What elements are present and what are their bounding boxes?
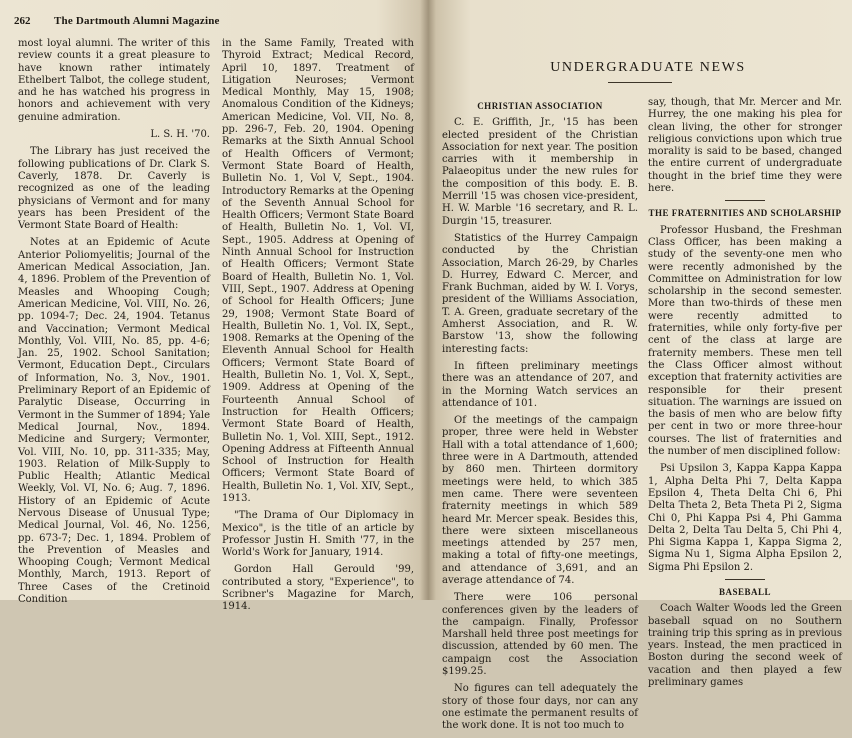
left-page: [0, 0, 428, 613]
left-column-1: [18, 38, 210, 611]
paragraph: Psi Upsilon 3, Kappa Kappa Kappa 1, Alpha Delta Phi 7, Delta Kappa Epsilon 4, Theta Delta Chi 6, Phi Delta Theta 2, Beta Theta Pi 2, Sigma Chi 0, Phi Kappa Psi 4, Phi Gamma Delta 2, Delta Tau Delta 5, Chi Phi 4, Phi Sigma Kappa 1, Kappa Sigma 2, Sigma Nu 1, Sigma Alpha Epsilon 2, Sigma Phi Epsilon 2.: [648, 463, 842, 573]
right-column-1: [442, 96, 638, 738]
paragraph: Statistics of the Hurrey Campaign conducted by the Christian Association, March 26-29, by Charles D. Hurrey, Edward C. Mercer, and Frank Buchman, aided by W. I. Vorys, president of the Williams Association, T. A. Green, graduate secretary of the Amherst Association, and R. W. Barstow '13, show the following interesting facts:: [442, 232, 638, 355]
christian-association-heading: CHRISTIAN ASSOCIATION: [477, 101, 603, 111]
running-title: The Dartmouth Alumni Magazine: [54, 15, 220, 27]
paragraph: No figures can tell adequately the story of those four days, nor can any one estimate the permanent results of the work done. It is not too much to: [442, 683, 638, 732]
right-page: [428, 0, 852, 732]
paragraph: In fifteen preliminary meetings there was an attendance of 207, and in the Morning Watch services an attendance of 101.: [442, 360, 638, 409]
section-divider: [725, 579, 765, 580]
paragraph: Professor Husband, the Freshman Class Officer, has been making a study of the seventy-one men who were recently admonished by the Committee on Administration for low scholarship in the second semester. More than two-thirds of these men were recently admitted to fraternities, while only forty-five per cent of the class at large are fraternity members. These men tell the Class Officer almost without exception that fraternity activities are responsible for their present situation. The warnings are issued on the basis of men who are below fifty per cent in two or more three-hour courses. The list of fraternities and the number of men disciplined follow:: [648, 224, 842, 458]
book-gutter: [420, 0, 436, 600]
paragraph: There were 106 personal conferences given by the leaders of the campaign. Finally, Professor Marshall held three post meetings for discussion, attended by 60 men. The campaign cost the Association $199.25.: [442, 592, 638, 678]
paragraph: most loyal alumni. The writer of this review counts it a great pleasure to have known rather intimately Ethelbert Talbot, the college student, and he has watched his progress in honors and achievement with very genuine admiration.: [18, 38, 210, 123]
section-title: UNDERGRADUATE NEWS: [550, 60, 746, 75]
paragraph: in the Same Family, Treated with Thyroid Extract; Medical Record, April 10, 1897. Treatment of Litigation Neuroses; Vermont Medical Monthly, May 15, 1908; Anomalous Condition of the Kidneys; American Medicine, Vol. VII, No. 8, pp. 296-7, Feb. 20, 1904. Opening Remarks at the Sixth Annual School of Health Officers of Vermont; Vermont State Board of Health, Bulletin No. 1, Vol V, Sept., 1904. Introductory Remarks at the Opening of the Seventh Annual School for Health Officers; Vermont State Board of Health, Bulletin No. 1, Vol. VI, Sept., 1905. Address at Opening of Ninth Annual School for Instruction of Health Officers; Vermont State Board of Health, Bulletin No. 1, Vol. VIII, Sept., 1907. Address at Opening of School for Health Officers; June 29, 1908; Vermont State Board of Health, Bulletin No. 1, Vol. IX, Sept., 1908. Remarks at the Opening of the Eleventh Annual School for Health Officers; Vermont State Board of Health, Bulletin No. 1, Vol. X, Sept., 1909. Address at Opening of the Fourteenth Annual School of Instruction for Health Officers; Vermont State Board of Health, Bulletin No. 1, Vol. XIII, Sept., 1912. Opening Address at Fifteenth Annual School of Instruction for Health Officers; Vermont State Board of Health, Bulletin No. 1, Vol. XIV, Sept., 1913.: [222, 38, 414, 504]
right-column-2: [648, 97, 842, 694]
page-number: 262: [14, 15, 31, 27]
paragraph: "The Drama of Our Diplomacy in Mexico", is the title of an article by Professor Justin H. Smith '77, in the World's Work for January, 1914.: [222, 510, 414, 559]
paragraph: Coach Walter Woods led the Green baseball squad on no Southern training trip this spring as in previous years. Instead, the men practiced in Boston during the second week of vacation and then played a few preliminary games: [648, 603, 842, 689]
left-column-2: [222, 38, 414, 619]
paragraph: Gordon Hall Gerould '99, contributed a story, "Experience", to Scribner's Magazine for March, 1914.: [222, 564, 414, 613]
paragraph: The Library has just received the following publications of Dr. Clark S. Caverly, 1878. Dr. Caverly is recognized as one of the leading physicians of Vermont and for many years has been President of the Vermont State Board of Health:: [18, 146, 210, 232]
section-divider: [725, 200, 765, 201]
baseball-heading: BASEBALL: [718, 586, 772, 597]
paragraph: say, though, that Mr. Mercer and Mr. Hurrey, the one making his plea for clean living, the other for stronger religious convictions upon which true morality is said to be based, changed the entire current of undergraduate thought in the brief time they were here.: [648, 97, 842, 195]
title-rule: [608, 82, 672, 83]
fraternities-heading: THE FRATERNITIES AND SCHOLARSHIP: [648, 208, 842, 219]
paragraph: C. E. Griffith, Jr., '15 has been elected president of the Christian Association for next year. The position carries with it membership in Palaeopitus under the new rules for the composition of this body. E. B. Merrill '15 was chosen vice-president, H. W. Marble '16 secretary, and R. L. Durgin '15, treasurer.: [442, 117, 638, 227]
running-head-left: [14, 15, 408, 29]
review-signature: L. S. H. '70.: [150, 129, 210, 141]
paragraph: Of the meetings of the campaign proper, three were held in Webster Hall with a total attendance of 1,600; three were in A Dartmouth, attended by 860 men. Thirteen dormitory meetings were held, to which 385 men came. There were seventeen fraternity meetings in which 589 heard Mr. Mercer speak. Besides this, there were sixteen miscellaneous meetings attended by 257 men, making a total of fifty-one meetings, and attendance of 3,691, and an average attendance of 74.: [442, 415, 638, 586]
paragraph: Notes at an Epidemic of Acute Anterior Poliomyelitis; Journal of the American Medical Association, Jan. 4, 1896. Problem of the Prevention of Measles and Whooping Cough; American Medicine, Vol. VIII, No. 26, pp. 1094-7; Dec. 24, 1904. Tetanus and Vaccination; Vermont Medical Monthly, Vol. VIII, No. 85, pp. 4-6; Jan. 25, 1902. School Sanitation; Vermont, Education Dept., Circulars of Information, No. 3, Nov., 1901. Preliminary Report of an Epidemic of Paralytic Disease, Occurring in Vermont in the Summer of 1894; Yale Medical Journal, Nov., 1894. Medicine and Surgery; Vermonter, Vol. VIII, No. 10, pp. 311-335; May, 1903. Relation of Milk-Supply to Public Health; Atlantic Medical Weekly, Vol. VI, No. 6; Aug. 7, 1896. History of an Epidemic of Acute Nervous Disease of Unusual Type; Medical Journal, Vol. 46, No. 1256, pp. 673-7; Dec. 1, 1894. Problem of the Prevention of Measles and Whooping Cough; Vermont Medical Monthly, March, 1913. Report of Three Cases of the Cretinoid Condition: [18, 237, 210, 606]
